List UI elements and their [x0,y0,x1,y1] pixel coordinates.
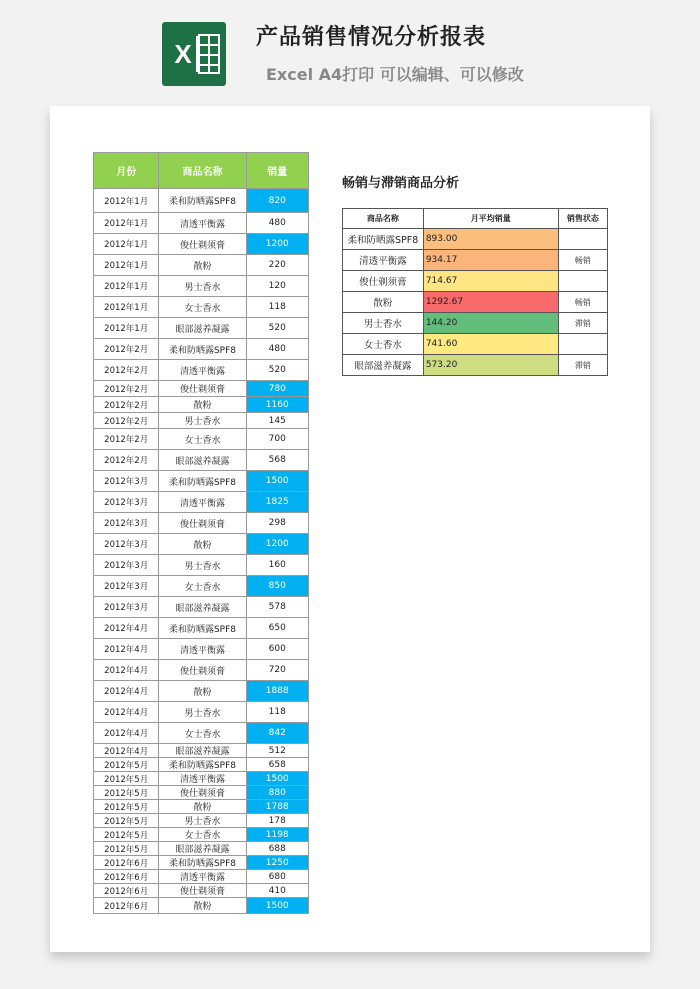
product-cell[interactable]: 眼部滋养凝露 [159,597,246,618]
sales-cell[interactable]: 700 [246,429,308,450]
table-row [94,660,309,681]
month-cell[interactable]: 2012年5月 [94,758,159,772]
analysis-product-cell[interactable]: 清透平衡露 [343,250,424,271]
month-cell[interactable]: 2012年3月 [94,576,159,597]
sales-cell[interactable]: 1825 [246,492,308,513]
sales-cell[interactable]: 160 [246,555,308,576]
month-cell[interactable]: 2012年4月 [94,681,159,702]
analysis-average-cell[interactable]: 573.20 [423,355,558,376]
analysis-row [343,229,608,250]
sales-cell[interactable]: 1888 [246,681,308,702]
product-cell[interactable]: 俊仕剃须膏 [159,381,246,397]
analysis-row [343,334,608,355]
month-cell[interactable]: 2012年4月 [94,618,159,639]
product-cell[interactable]: 俊仕剃须膏 [159,513,246,534]
page-subtitle: Excel A4打印 可以编辑、可以修改 [266,65,524,84]
product-cell[interactable]: 男士香水 [159,555,246,576]
product-cell[interactable]: 散粉 [159,255,246,276]
product-cell[interactable]: 眼部滋养凝露 [159,842,246,856]
table-row [94,213,309,234]
analysis-row [343,250,608,271]
table-row [94,297,309,318]
month-cell[interactable]: 2012年4月 [94,744,159,758]
table-row [94,856,309,870]
sales-table-header [94,153,309,189]
month-cell[interactable]: 2012年6月 [94,884,159,898]
product-cell[interactable]: 清透平衡露 [159,213,246,234]
sales-cell[interactable]: 1250 [246,856,308,870]
product-cell[interactable]: 男士香水 [159,413,246,429]
product-cell[interactable]: 眼部滋养凝露 [159,744,246,758]
month-cell[interactable]: 2012年1月 [94,234,159,255]
table-row [94,884,309,898]
column-header-month[interactable]: 月份 [94,153,159,189]
table-row [94,360,309,381]
sales-table [93,152,309,914]
product-cell[interactable]: 柔和防晒露SPF8 [159,758,246,772]
month-cell[interactable]: 2012年2月 [94,450,159,471]
analysis-status-cell[interactable] [558,334,607,355]
sales-cell[interactable]: 520 [246,360,308,381]
table-row [94,318,309,339]
table-row [94,255,309,276]
table-row [94,870,309,884]
analysis-average-cell[interactable]: 934.17 [423,250,558,271]
table-row [94,576,309,597]
month-cell[interactable]: 2012年6月 [94,870,159,884]
table-row [94,492,309,513]
table-row [94,772,309,786]
product-cell[interactable]: 俊仕剃须膏 [159,234,246,255]
month-cell[interactable]: 2012年2月 [94,360,159,381]
product-cell[interactable]: 散粉 [159,397,246,413]
table-row [94,471,309,492]
table-row [94,681,309,702]
analysis-average-cell[interactable]: 1292.67 [423,292,558,313]
analysis-header-status[interactable]: 销售状态 [558,209,607,229]
table-row [94,758,309,772]
table-row [94,744,309,758]
month-cell[interactable]: 2012年4月 [94,639,159,660]
sales-cell[interactable]: 1200 [246,534,308,555]
sales-cell[interactable]: 145 [246,413,308,429]
analysis-status-cell[interactable]: 滞销 [558,355,607,376]
sales-cell[interactable]: 120 [246,276,308,297]
sales-cell[interactable]: 1788 [246,800,308,814]
analysis-row [343,292,608,313]
product-cell[interactable]: 清透平衡露 [159,870,246,884]
sales-cell[interactable]: 780 [246,381,308,397]
table-row [94,189,309,213]
spreadsheet-page [50,106,650,952]
analysis-status-cell[interactable]: 畅销 [558,292,607,313]
product-cell[interactable]: 清透平衡露 [159,360,246,381]
analysis-status-cell[interactable]: 畅销 [558,250,607,271]
month-cell[interactable]: 2012年5月 [94,800,159,814]
table-row [94,898,309,914]
month-cell[interactable]: 2012年5月 [94,786,159,800]
product-cell[interactable]: 女士香水 [159,723,246,744]
table-row [94,429,309,450]
table-row [94,397,309,413]
analysis-average-cell[interactable]: 893.00 [423,229,558,250]
table-row [94,639,309,660]
analysis-title: 畅销与滞销商品分析 [342,176,460,191]
sales-cell[interactable]: 178 [246,814,308,828]
table-row [94,702,309,723]
month-cell[interactable]: 2012年2月 [94,429,159,450]
sales-cell[interactable]: 688 [246,842,308,856]
product-cell[interactable]: 女士香水 [159,297,246,318]
month-cell[interactable]: 2012年6月 [94,856,159,870]
analysis-average-cell[interactable]: 714.67 [423,271,558,292]
month-cell[interactable]: 2012年1月 [94,276,159,297]
sales-cell[interactable]: 720 [246,660,308,681]
sales-cell[interactable]: 410 [246,884,308,898]
analysis-product-cell[interactable]: 柔和防晒露SPF8 [343,229,424,250]
page-title: 产品销售情况分析报表 [256,25,487,50]
analysis-table-body [343,229,608,376]
sales-cell[interactable]: 850 [246,576,308,597]
analysis-average-cell[interactable]: 741.60 [423,334,558,355]
product-cell[interactable]: 俊仕剃须膏 [159,660,246,681]
product-cell[interactable]: 女士香水 [159,576,246,597]
analysis-table [342,208,608,376]
sales-cell[interactable]: 680 [246,870,308,884]
sales-cell[interactable]: 1500 [246,772,308,786]
table-row [94,786,309,800]
product-cell[interactable]: 眼部滋养凝露 [159,318,246,339]
product-cell[interactable]: 眼部滋养凝露 [159,450,246,471]
month-cell[interactable]: 2012年3月 [94,471,159,492]
product-cell[interactable]: 散粉 [159,534,246,555]
product-cell[interactable]: 柔和防晒露SPF8 [159,471,246,492]
analysis-average-cell[interactable]: 144.20 [423,313,558,334]
column-header-product[interactable]: 商品名称 [159,153,246,189]
product-cell[interactable]: 清透平衡露 [159,772,246,786]
product-cell[interactable]: 散粉 [159,681,246,702]
sales-cell[interactable]: 1200 [246,234,308,255]
sales-cell[interactable]: 520 [246,318,308,339]
sales-cell[interactable]: 118 [246,297,308,318]
month-cell[interactable]: 2012年1月 [94,255,159,276]
product-cell[interactable]: 柔和防晒露SPF8 [159,856,246,870]
product-cell[interactable]: 女士香水 [159,828,246,842]
month-cell[interactable]: 2012年1月 [94,318,159,339]
month-cell[interactable]: 2012年3月 [94,555,159,576]
sales-cell[interactable]: 1160 [246,397,308,413]
product-cell[interactable]: 俊仕剃须膏 [159,786,246,800]
product-cell[interactable]: 男士香水 [159,702,246,723]
month-cell[interactable]: 2012年5月 [94,842,159,856]
sales-cell[interactable]: 480 [246,339,308,360]
analysis-product-cell[interactable]: 女士香水 [343,334,424,355]
month-cell[interactable]: 2012年2月 [94,397,159,413]
analysis-status-cell[interactable] [558,229,607,250]
analysis-product-cell[interactable]: 眼部滋养凝露 [343,355,424,376]
sales-cell[interactable]: 600 [246,639,308,660]
month-cell[interactable]: 2012年1月 [94,213,159,234]
analysis-product-cell[interactable]: 男士香水 [343,313,424,334]
month-cell[interactable]: 2012年2月 [94,339,159,360]
month-cell[interactable]: 2012年2月 [94,381,159,397]
excel-logo-icon [162,22,226,86]
table-row [94,276,309,297]
analysis-status-cell[interactable]: 滞销 [558,313,607,334]
sales-cell[interactable]: 512 [246,744,308,758]
month-cell[interactable]: 2012年5月 [94,814,159,828]
analysis-table-header [343,209,608,229]
product-cell[interactable]: 女士香水 [159,429,246,450]
month-cell[interactable]: 2012年3月 [94,513,159,534]
table-row [94,618,309,639]
table-row [94,339,309,360]
month-cell[interactable]: 2012年4月 [94,702,159,723]
table-row [94,800,309,814]
table-row [94,450,309,471]
table-row [94,534,309,555]
sales-cell[interactable]: 1198 [246,828,308,842]
sales-cell[interactable]: 820 [246,189,308,213]
month-cell[interactable]: 2012年1月 [94,189,159,213]
analysis-header-average[interactable]: 月平均销量 [423,209,558,229]
month-cell[interactable]: 2012年3月 [94,597,159,618]
analysis-product-cell[interactable]: 俊仕剃须膏 [343,271,424,292]
product-cell[interactable]: 清透平衡露 [159,492,246,513]
column-header-sales[interactable]: 销量 [246,153,308,189]
sales-cell[interactable]: 118 [246,702,308,723]
month-cell[interactable]: 2012年4月 [94,660,159,681]
analysis-row [343,355,608,376]
sales-cell[interactable]: 220 [246,255,308,276]
logo-grid-icon [198,34,220,74]
product-cell[interactable]: 男士香水 [159,276,246,297]
month-cell[interactable]: 2012年4月 [94,723,159,744]
table-row [94,723,309,744]
product-cell[interactable]: 柔和防晒露SPF8 [159,189,246,213]
sales-cell[interactable]: 578 [246,597,308,618]
table-row [94,814,309,828]
table-row [94,842,309,856]
product-cell[interactable]: 俊仕剃须膏 [159,884,246,898]
month-cell[interactable]: 2012年1月 [94,297,159,318]
sales-table-body [94,189,309,914]
analysis-row [343,313,608,334]
month-cell[interactable]: 2012年6月 [94,898,159,914]
table-row [94,555,309,576]
table-row [94,413,309,429]
sales-cell[interactable]: 650 [246,618,308,639]
month-cell[interactable]: 2012年3月 [94,492,159,513]
table-row [94,513,309,534]
analysis-row [343,271,608,292]
product-cell[interactable]: 清透平衡露 [159,639,246,660]
analysis-header-product[interactable]: 商品名称 [343,209,424,229]
sales-cell[interactable]: 1500 [246,471,308,492]
product-cell[interactable]: 柔和防晒露SPF8 [159,339,246,360]
table-row [94,828,309,842]
table-row [94,381,309,397]
sales-cell[interactable]: 842 [246,723,308,744]
product-cell[interactable]: 男士香水 [159,814,246,828]
analysis-product-cell[interactable]: 散粉 [343,292,424,313]
sales-cell[interactable]: 298 [246,513,308,534]
month-cell[interactable]: 2012年5月 [94,772,159,786]
sales-cell[interactable]: 480 [246,213,308,234]
sales-cell[interactable]: 1500 [246,898,308,914]
sales-cell[interactable]: 880 [246,786,308,800]
month-cell[interactable]: 2012年3月 [94,534,159,555]
month-cell[interactable]: 2012年2月 [94,413,159,429]
sales-cell[interactable]: 568 [246,450,308,471]
month-cell[interactable]: 2012年5月 [94,828,159,842]
product-cell[interactable]: 柔和防晒露SPF8 [159,618,246,639]
product-cell[interactable]: 散粉 [159,800,246,814]
sales-cell[interactable]: 658 [246,758,308,772]
table-row [94,597,309,618]
analysis-status-cell[interactable] [558,271,607,292]
logo-letter: X [170,36,198,72]
product-cell[interactable]: 散粉 [159,898,246,914]
table-row [94,234,309,255]
